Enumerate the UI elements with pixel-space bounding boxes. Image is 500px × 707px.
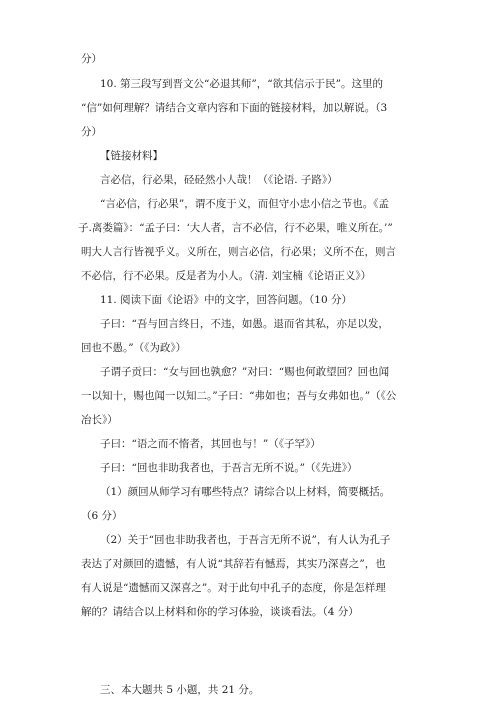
text-line: 分） xyxy=(81,126,102,138)
text-line: 明大人言行皆视乎义。义所在，则言必信，行必果；义所不在，则言 xyxy=(81,246,396,258)
text-line: 子曰：“回也非助我者也，于吾言无所不说。”（《先进》） xyxy=(100,462,358,474)
text-line: 子谓子贡曰：“女与回也孰愈？”对曰：“赐也何敢望回？回也闻 xyxy=(100,366,390,378)
text-line: 子曰：“吾与回言终日，不违，如愚。退而省其私，亦足以发， xyxy=(100,318,389,330)
question-11-line: 11. 阅读下面《论语》中的文字，回答问题。（10 分） xyxy=(100,294,352,306)
question-10-line: 10. 第三段写到晋文公“必退其师”，“欲其信示于民”。这里的 xyxy=(100,78,384,90)
text-line: 回也不愚。”（《为政》） xyxy=(81,342,187,354)
text-line: “言必信，行必果”，谓不度于义，而但守小忠小信之节也。《孟 xyxy=(100,198,389,210)
text-line: 分） xyxy=(81,53,102,65)
text-line: 子曰：“语之而不惰者，其回也与！”（《子罕》） xyxy=(100,438,321,450)
text-line: 子.离娄篇》：“孟子曰：‘大人者，言不必信，行不必果，唯义所在。’” xyxy=(78,222,393,234)
text-line: 一以知十，赐也闻一以知二。”子曰：“弗如也；吾与女弗如也。”（《公 xyxy=(81,390,397,402)
text-line: 有人说是“遗憾而又深喜之”。对于此句中孔子的态度，你是怎样理 xyxy=(81,582,386,594)
link-material-heading: 【链接材料】 xyxy=(100,150,163,162)
section-3-heading: 三、本大题共 5 小题，共 21 分。 xyxy=(100,684,260,696)
text-line: 解的？请结合以上材料和你的学习体验，谈谈看法。（4 分） xyxy=(81,606,359,618)
text-line: 不必信，行不必果。反是者为小人。（清. 刘宝楠《论语正义》） xyxy=(81,270,372,282)
text-line: 表达了对颜回的遗憾，有人说“其辞若有憾焉，其实乃深喜之”，也 xyxy=(81,558,386,570)
text-line: （6 分） xyxy=(81,510,123,522)
text-line: 言必信，行必果，硁硁然小人哉！（《论语. 子路》） xyxy=(100,174,338,186)
sub-question-1-line: （1）颜回从师学习有哪些特点？请综合以上材料，简要概括。 xyxy=(100,486,391,498)
text-line: 冶长》） xyxy=(81,414,118,426)
text-line: “信”如何理解？请结合文章内容和下面的链接材料，加以解说。（3 xyxy=(81,102,388,114)
sub-question-2-line: （2）关于“回也非助我者也，于吾言无所不说”，有人认为孔子 xyxy=(100,534,391,546)
